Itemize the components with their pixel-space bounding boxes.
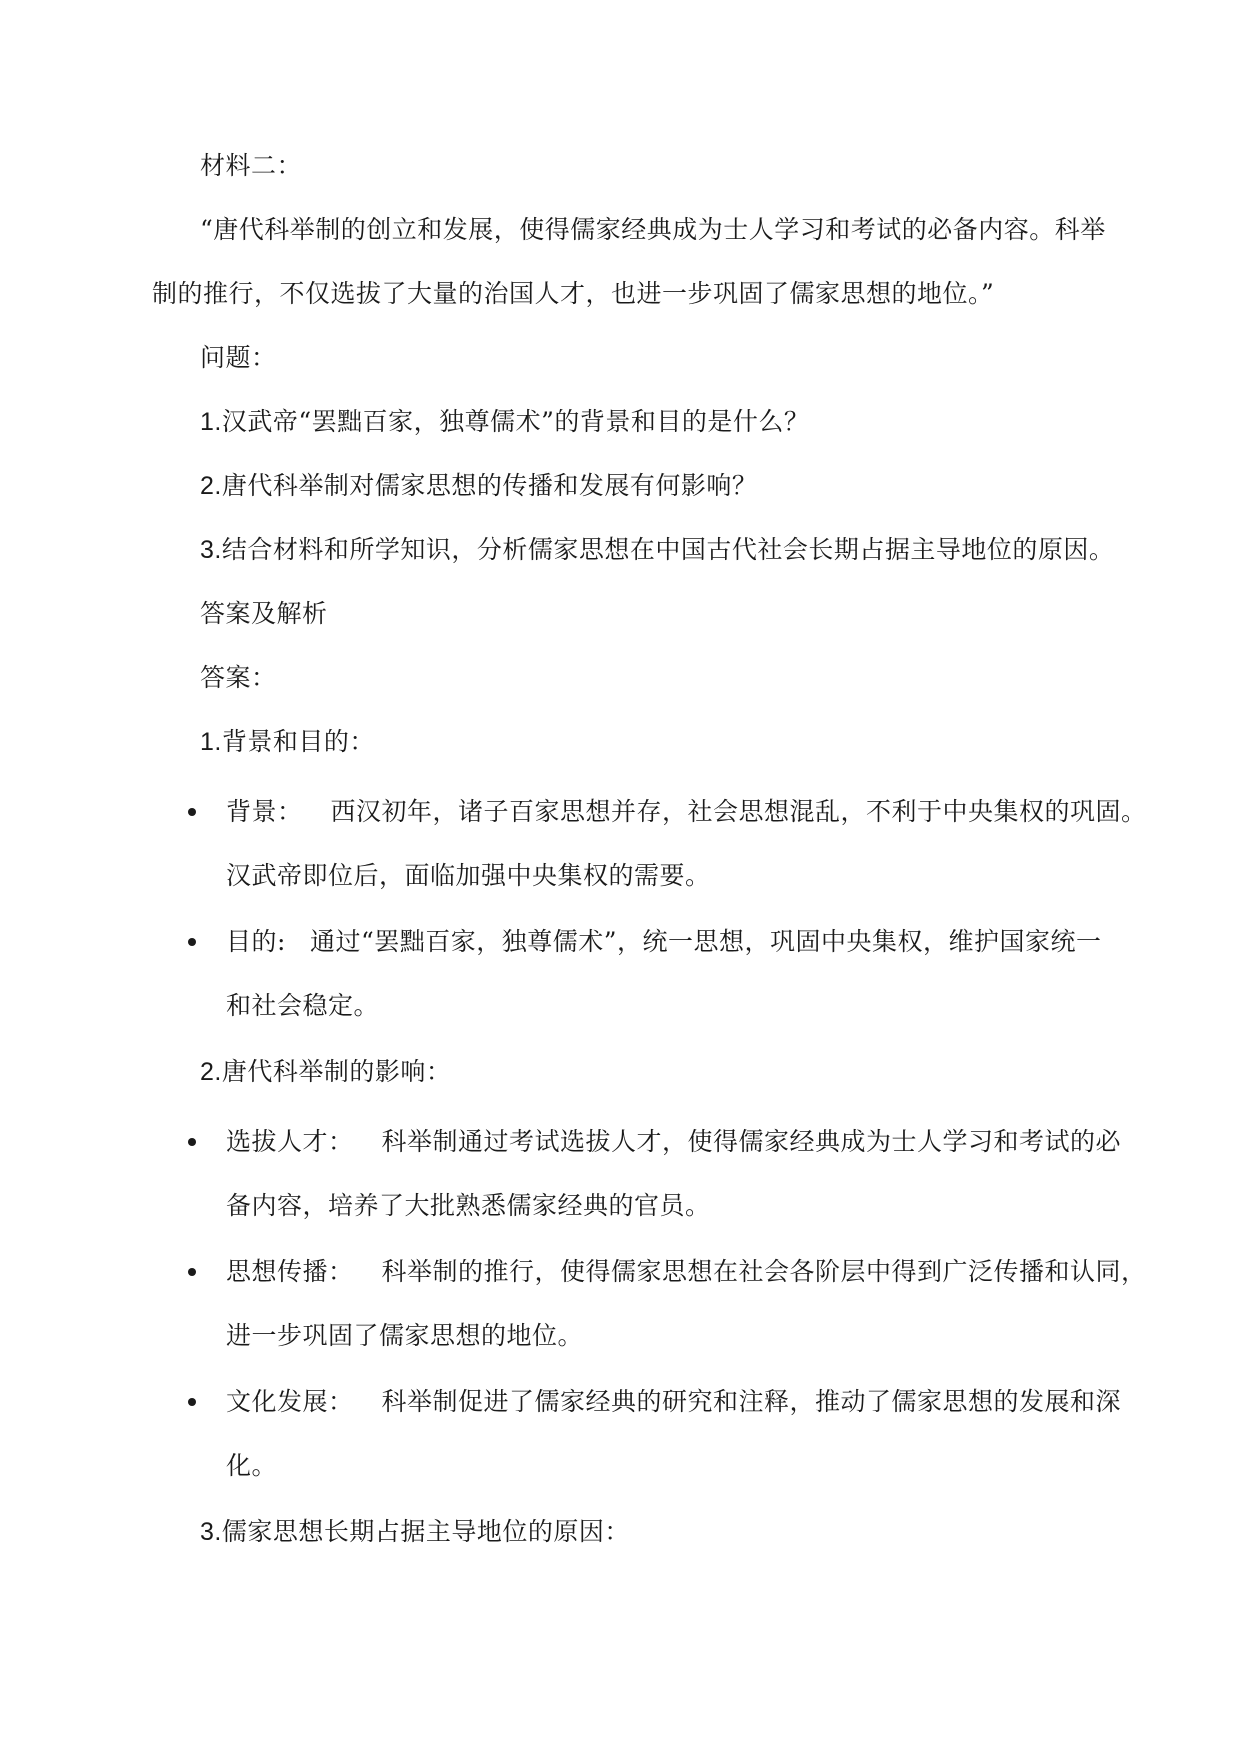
question-item-2 [200, 469, 757, 503]
answer-part-title: 唐代科举制的影响： [221, 1057, 452, 1086]
question-text: 汉武帝“罢黜百家，独尊儒术”的背景和目的是什么？ [221, 407, 810, 436]
answers-section-title: 答案及解析 [200, 599, 328, 628]
bullet-text: 科举制的推行，使得儒家思想在社会各阶层中得到广泛传播和认同， [381, 1257, 1147, 1286]
bullet-label: 选拔人才： [226, 1127, 354, 1156]
bullet-item-talent-line-2: 备内容，培养了大批熟悉儒家经典的官员。 [226, 1191, 711, 1220]
answers-heading: 答案： [200, 663, 277, 692]
bullet-icon [188, 1398, 196, 1406]
bullet-icon [188, 938, 196, 946]
bullet-item-spread-line-1 [226, 1255, 1147, 1289]
answer-part-number: 2. [200, 1058, 222, 1086]
material-heading: 材料二： [200, 151, 303, 180]
bullet-icon [188, 808, 196, 816]
question-item-1 [200, 405, 809, 439]
bullet-text: 通过“罢黜百家，独尊儒术”，统一思想，巩固中央集权，维护国家统一 [309, 927, 1102, 956]
bullet-item-talent-line-1 [226, 1125, 1121, 1159]
bullet-icon [188, 1268, 196, 1276]
question-number: 2. [200, 472, 222, 500]
material-quote-line-1: “唐代科举制的创立和发展，使得儒家经典成为士人学习和考试的必备内容。科举 [200, 215, 1106, 244]
bullet-item-spread-line-2: 进一步巩固了儒家思想的地位。 [226, 1321, 584, 1350]
answer-part-1-title [200, 725, 375, 759]
bullet-item-background-line-2: 汉武帝即位后，面临加强中央集权的需要。 [226, 861, 711, 890]
bullet-label: 思想传播： [226, 1257, 354, 1286]
bullet-label: 目的: [226, 927, 286, 956]
bullet-item-background-line-1 [226, 795, 1147, 829]
question-text: 唐代科举制对儒家思想的传播和发展有何影响？ [221, 471, 758, 500]
questions-heading: 问题： [200, 343, 277, 372]
answer-part-number: 3. [200, 1518, 222, 1546]
bullet-text: 西汉初年，诸子百家思想并存，社会思想混乱，不利于中央集权的巩固。 [330, 797, 1147, 826]
answer-part-title: 儒家思想长期占据主导地位的原因： [221, 1517, 630, 1546]
answer-part-3-title [200, 1515, 630, 1549]
bullet-item-culture-line-1 [226, 1385, 1121, 1419]
answer-part-number: 1. [200, 728, 222, 756]
bullet-text: 科举制促进了儒家经典的研究和注释，推动了儒家思想的发展和深 [381, 1387, 1122, 1416]
question-text: 结合材料和所学知识，分析儒家思想在中国古代社会长期占据主导地位的原因。 [221, 535, 1115, 564]
answer-part-title: 背景和目的： [221, 727, 375, 756]
answer-part-2-title [200, 1055, 451, 1089]
bullet-label: 文化发展： [226, 1387, 354, 1416]
question-item-3 [200, 533, 1114, 567]
bullet-item-purpose-line-2: 和社会稳定。 [226, 991, 380, 1020]
material-quote-line-2: 制的推行，不仅选拔了大量的治国人才，也进一步巩固了儒家思想的地位。” [152, 279, 995, 308]
question-number: 3. [200, 536, 222, 564]
bullet-item-purpose-line-1 [226, 925, 1102, 959]
bullet-label: 背景： [226, 797, 303, 826]
bullet-icon [188, 1138, 196, 1146]
bullet-item-culture-line-2: 化。 [226, 1451, 278, 1480]
bullet-text: 科举制通过考试选拔人才，使得儒家经典成为士人学习和考试的必 [381, 1127, 1122, 1156]
question-number: 1. [200, 408, 222, 436]
